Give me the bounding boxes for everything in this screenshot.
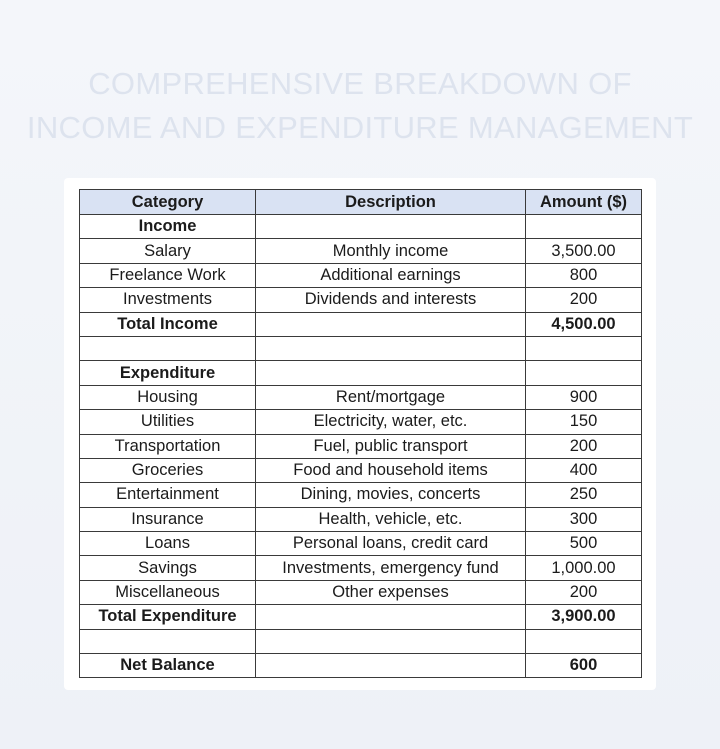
table-row [80, 288, 642, 312]
empty-cell [256, 215, 526, 239]
total-income-amount: 4,500.00 [526, 312, 642, 336]
income-heading-row [80, 215, 642, 239]
amount-cell: 3,500.00 [526, 239, 642, 263]
description-cell: Investments, emergency fund [256, 556, 526, 580]
empty-cell [526, 629, 642, 653]
description-cell: Personal loans, credit card [256, 532, 526, 556]
title-line-2: INCOME AND EXPENDITURE MANAGEMENT [26, 110, 694, 145]
total-expenditure-amount: 3,900.00 [526, 605, 642, 629]
table-row [80, 263, 642, 287]
empty-cell [256, 605, 526, 629]
amount-cell: 200 [526, 580, 642, 604]
amount-cell: 200 [526, 434, 642, 458]
description-cell: Monthly income [256, 239, 526, 263]
amount-cell: 250 [526, 483, 642, 507]
category-cell: Transportation [80, 434, 256, 458]
empty-cell [256, 361, 526, 385]
category-cell: Insurance [80, 507, 256, 531]
category-cell: Investments [80, 288, 256, 312]
expenditure-heading: Expenditure [80, 361, 256, 385]
empty-cell [526, 361, 642, 385]
category-cell: Groceries [80, 458, 256, 482]
description-cell: Dining, movies, concerts [256, 483, 526, 507]
table-row [80, 507, 642, 531]
spacer-row [80, 336, 642, 360]
category-cell: Utilities [80, 410, 256, 434]
table-row [80, 556, 642, 580]
header-row [80, 190, 642, 215]
category-cell: Entertainment [80, 483, 256, 507]
column-header-category: Category [80, 190, 256, 215]
category-cell: Savings [80, 556, 256, 580]
amount-cell: 900 [526, 385, 642, 409]
expenditure-heading-row [80, 361, 642, 385]
page-title [0, 62, 720, 150]
net-balance-amount: 600 [526, 654, 642, 678]
table-row [80, 458, 642, 482]
table-row [80, 483, 642, 507]
empty-cell [526, 215, 642, 239]
category-cell: Housing [80, 385, 256, 409]
table-row [80, 410, 642, 434]
category-cell: Loans [80, 532, 256, 556]
amount-cell: 500 [526, 532, 642, 556]
empty-cell [256, 629, 526, 653]
table-row [80, 532, 642, 556]
description-cell: Other expenses [256, 580, 526, 604]
empty-cell [256, 336, 526, 360]
column-header-amount: Amount ($) [526, 190, 642, 215]
amount-cell: 400 [526, 458, 642, 482]
income-heading: Income [80, 215, 256, 239]
description-cell: Food and household items [256, 458, 526, 482]
income-expenditure-table [79, 189, 642, 678]
title-line-1: COMPREHENSIVE BREAKDOWN OF [88, 66, 632, 101]
total-expenditure-row [80, 605, 642, 629]
empty-cell [256, 654, 526, 678]
table-row [80, 580, 642, 604]
description-cell: Rent/mortgage [256, 385, 526, 409]
amount-cell: 800 [526, 263, 642, 287]
column-header-description: Description [256, 190, 526, 215]
empty-cell [256, 312, 526, 336]
table-row [80, 239, 642, 263]
total-income-row [80, 312, 642, 336]
net-balance-row [80, 654, 642, 678]
table-row [80, 385, 642, 409]
total-expenditure-label: Total Expenditure [80, 605, 256, 629]
category-cell: Miscellaneous [80, 580, 256, 604]
description-cell: Electricity, water, etc. [256, 410, 526, 434]
description-cell: Fuel, public transport [256, 434, 526, 458]
total-income-label: Total Income [80, 312, 256, 336]
description-cell: Additional earnings [256, 263, 526, 287]
category-cell: Salary [80, 239, 256, 263]
net-balance-label: Net Balance [80, 654, 256, 678]
table-row [80, 434, 642, 458]
category-cell: Freelance Work [80, 263, 256, 287]
spacer-row [80, 629, 642, 653]
amount-cell: 150 [526, 410, 642, 434]
empty-cell [80, 629, 256, 653]
amount-cell: 1,000.00 [526, 556, 642, 580]
empty-cell [526, 336, 642, 360]
empty-cell [80, 336, 256, 360]
description-cell: Dividends and interests [256, 288, 526, 312]
description-cell: Health, vehicle, etc. [256, 507, 526, 531]
amount-cell: 200 [526, 288, 642, 312]
amount-cell: 300 [526, 507, 642, 531]
